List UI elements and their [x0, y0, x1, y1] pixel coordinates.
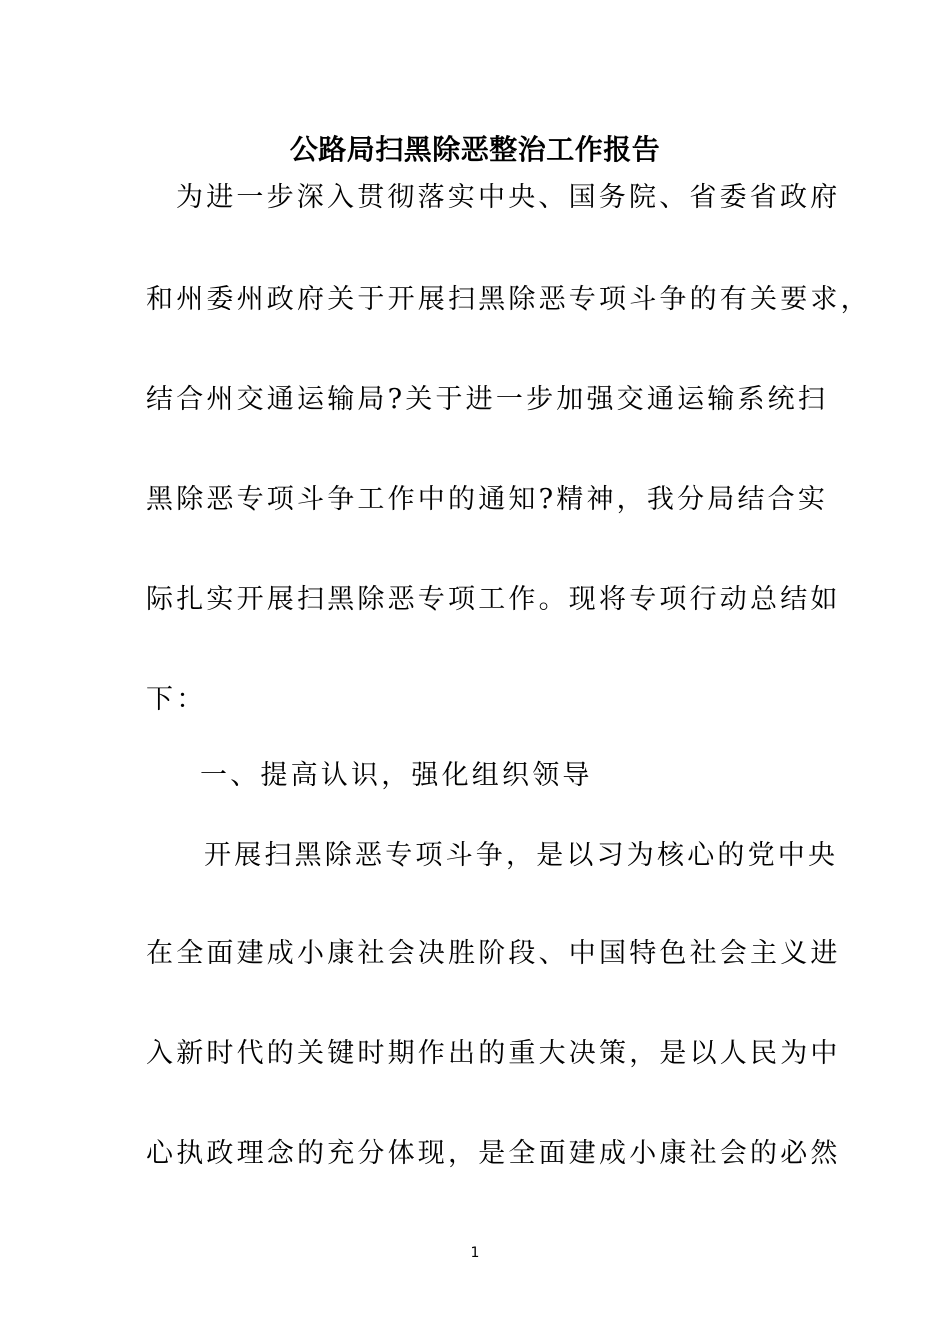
- paragraph-line: 为进一步深入贯彻落实中央、国务院、省委省政府: [176, 182, 841, 213]
- section-heading: 一、提高认识，强化组织领导: [200, 760, 593, 791]
- paragraph-line: 心执政理念的充分体现，是全面建成小康社会的必然: [146, 1138, 841, 1169]
- document-title: 公路局扫黑除恶整治工作报告: [289, 133, 661, 166]
- paragraph-line: 和州委州政府关于开展扫黑除恶专项斗争的有关要求，: [146, 284, 871, 315]
- paragraph-line: 际扎实开展扫黑除恶专项工作。现将专项行动总结如: [146, 584, 841, 615]
- paragraph-line: 结合州交通运输局?关于进一步加强交通运输系统扫: [146, 384, 829, 415]
- page-number: 1: [470, 1245, 480, 1261]
- paragraph-line: 下：: [146, 684, 207, 715]
- paragraph-line: 黑除恶专项斗争工作中的通知?精神，我分局结合实: [146, 484, 829, 515]
- paragraph-line: 入新时代的关键时期作出的重大决策，是以人民为中: [146, 1038, 841, 1069]
- paragraph-line: 在全面建成小康社会决胜阶段、中国特色社会主义进: [146, 938, 841, 969]
- paragraph-line: 开展扫黑除恶专项斗争，是以习为核心的党中央: [204, 840, 839, 871]
